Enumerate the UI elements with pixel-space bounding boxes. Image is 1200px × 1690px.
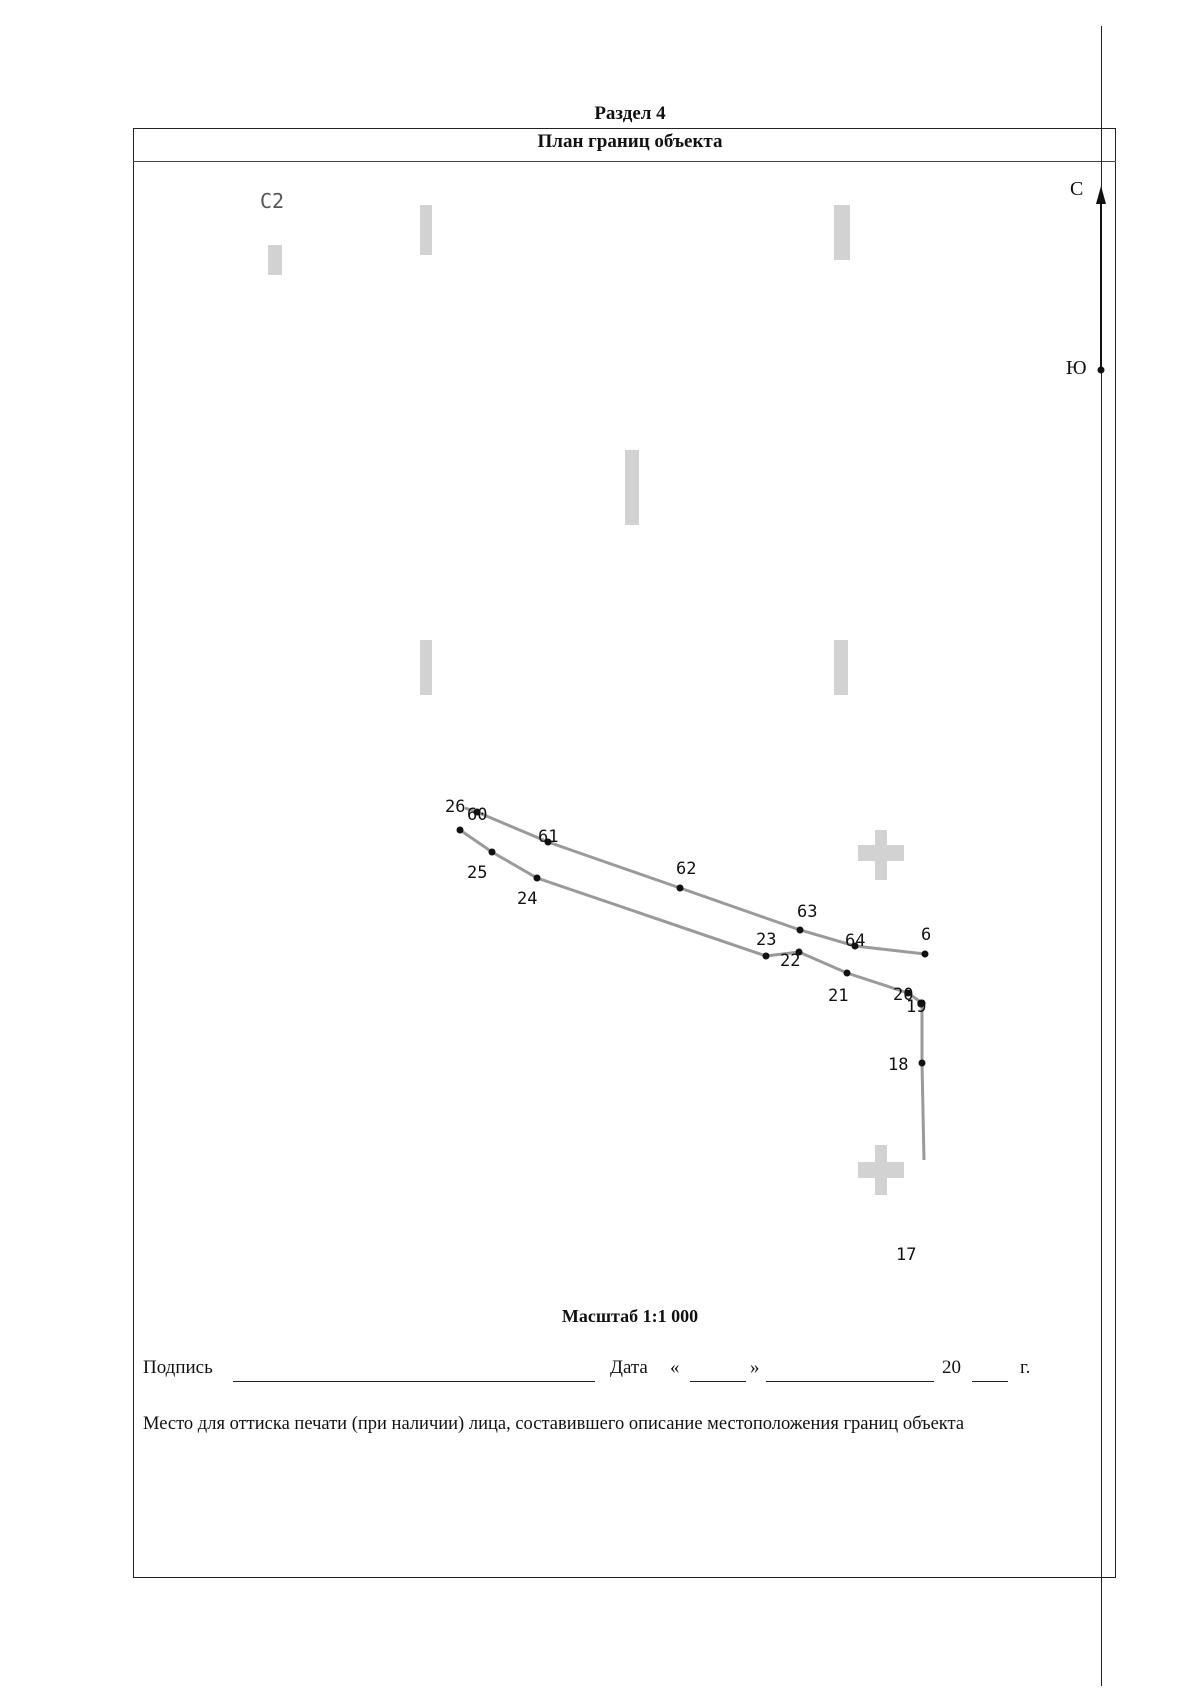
day-line: [690, 1381, 746, 1382]
year-line: [972, 1381, 1008, 1382]
faded-marks: [268, 205, 904, 1195]
point-label-62: 62: [676, 859, 697, 879]
date-close-quote: »: [750, 1357, 760, 1378]
year-prefix: 20: [942, 1357, 961, 1378]
point-label-21: 21: [828, 986, 849, 1006]
point-label-60: 60: [467, 805, 488, 825]
plan-title: План границ объекта: [537, 131, 723, 152]
section-title: Раздел 4: [594, 103, 666, 124]
point-label-61: 61: [538, 827, 559, 847]
compass-north-label: С: [1070, 178, 1084, 200]
point-label-20: 20: [893, 985, 914, 1005]
point-65-marker: [922, 951, 929, 958]
compass-south-label: Ю: [1066, 357, 1087, 379]
compass-south-dot: [1098, 367, 1105, 374]
point-25-marker: [489, 849, 496, 856]
point-63-marker: [797, 927, 804, 934]
signature-line: [233, 1381, 595, 1382]
month-line: [766, 1381, 934, 1382]
point-label-63: 63: [797, 902, 818, 922]
point-26-marker: [457, 827, 464, 834]
point-label-23: 23: [756, 930, 777, 950]
point-label-19: 19: [906, 997, 927, 1017]
signature-label: Подпись: [143, 1357, 213, 1378]
point-21-marker: [844, 970, 851, 977]
point-18-marker: [919, 1060, 926, 1067]
point-24-marker: [534, 875, 541, 882]
point-62-marker: [677, 885, 684, 892]
year-suffix: г.: [1020, 1357, 1031, 1378]
compass-arrow-head: [1096, 186, 1106, 204]
point-label-22: 22: [780, 951, 801, 971]
point-label-24: 24: [517, 889, 538, 909]
point-label-25: 25: [467, 863, 488, 883]
stamp-placeholder-text: Место для оттиска печати (при наличии) лица, составившего описание местоположения границ объекта: [143, 1414, 965, 1434]
point-label-26: 26: [445, 797, 466, 817]
boundary-line-lower: [460, 830, 927, 1160]
point-label-64: 64: [845, 931, 866, 951]
point-label-18: 18: [888, 1055, 909, 1075]
point-label-17: 17: [896, 1245, 917, 1265]
date-label: Дата: [610, 1357, 648, 1378]
point-23-marker: [763, 953, 770, 960]
sheet-label: С2: [260, 189, 285, 213]
point-label-65: 6: [921, 925, 932, 945]
scale-label: Масштаб 1:1 000: [561, 1306, 699, 1326]
date-open-quote: «: [670, 1357, 680, 1378]
